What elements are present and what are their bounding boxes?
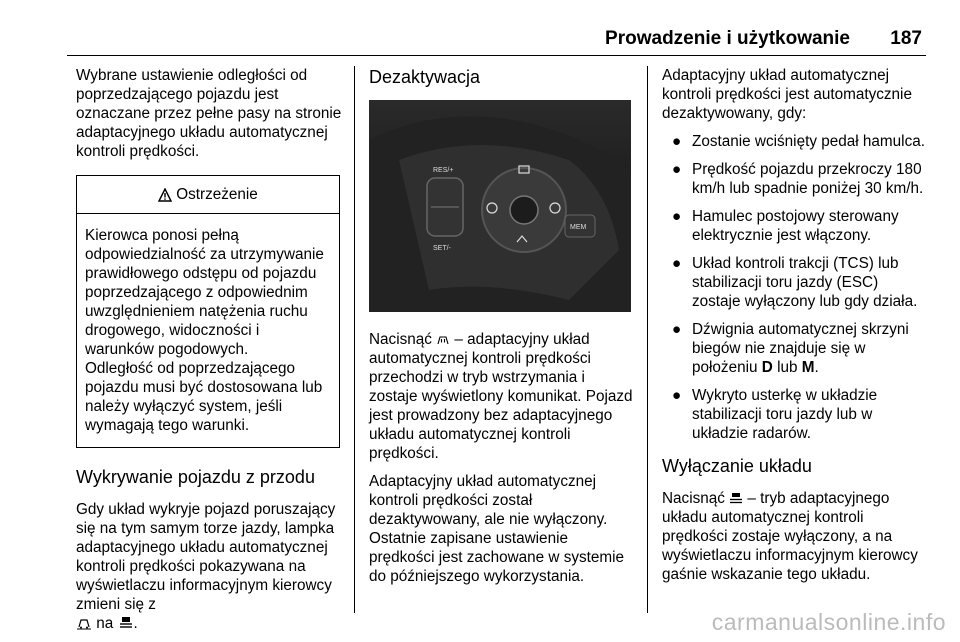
list-item: ● Dźwignia automatycznej skrzyni biegów nie znajduje się w położeniu D lub M. bbox=[672, 321, 909, 376]
page-title: Prowadzenie i użytkowanie bbox=[605, 28, 850, 49]
section-text: na bbox=[96, 615, 114, 632]
warning-paragraph: Kierowca ponosi pełną odpowiedzialność za utrzymywanie prawidłowego odstępu od pojazdu poprzedzającego z odpowiednim uwzględnieniem natężenia ruchu drogowego, widoczności i warunków pogodowych. bbox=[85, 227, 324, 358]
warning-title: Ostrzeżenie bbox=[176, 186, 258, 203]
pause-acc-icon bbox=[436, 333, 450, 346]
bullet: ● bbox=[672, 387, 682, 404]
list-item: ● Prędkość pojazdu przekroczy 180 km/h lub spadnie poniżej 30 km/h. bbox=[672, 161, 924, 197]
header-rule bbox=[67, 55, 926, 56]
acc-vehicle-detected-icon bbox=[118, 616, 134, 630]
list-item: ● Wykryto usterkę w układzie stabilizacji toru jazdy lub w układzie radarów. bbox=[672, 387, 878, 442]
warning-body bbox=[77, 214, 339, 447]
deactivate-paragraph: Adaptacyjny układ automatycznej kontroli prędkości został dezaktywowany, ale nie wyłączony. Ostatnie zapisane ustawienie prędkości jest zachowane w systemie do późniejszego wykorzystania. bbox=[369, 473, 625, 585]
section-text: Gdy układ wykryje pojazd poruszający się na tym samym torze jazdy, lampka adaptacyjnego układu automatycznej kontroli prędkości pokazywana na wyświetlaczu informacyjnym kierowcy zmieni się z bbox=[76, 501, 336, 613]
deactivate-paragraph: Nacisnąć – adaptacyjny układ automatycznej kontroli prędkości przechodzi w tryb wstrzymania i zostaje wyświetlony komunikat. Pojazd jest prowadzony bez adaptacyjnego układu automatycznej kontroli prędkości. bbox=[369, 331, 633, 462]
res-label: RES/+ bbox=[433, 167, 454, 174]
bullet: ● bbox=[672, 321, 682, 338]
warning-triangle-icon bbox=[158, 188, 172, 202]
watermark: carmanualsonline.info bbox=[711, 609, 946, 635]
set-label: SET/- bbox=[433, 245, 451, 252]
column-middle bbox=[369, 66, 633, 595]
warning-header bbox=[77, 176, 339, 214]
acc-no-vehicle-icon bbox=[76, 616, 92, 630]
warning-box bbox=[76, 175, 340, 448]
page-number: 187 bbox=[890, 28, 922, 49]
steering-wheel-illustration bbox=[369, 100, 631, 312]
acc-mode-icon bbox=[729, 492, 743, 505]
page-header bbox=[0, 22, 960, 56]
deactivation-conditions-list bbox=[662, 132, 930, 443]
list-item: ● Hamulec postojowy sterowany elektrycznie jest włączony. bbox=[672, 208, 899, 244]
mem-label: MEM bbox=[570, 224, 587, 231]
list-item: ● Zostanie wciśnięty pedał hamulca. bbox=[672, 133, 925, 150]
warning-paragraph: Odległość od poprzedzającego pojazdu musi być dostosowana lub należy wyłączyć system, jeśli wymagają tego warunki. bbox=[85, 360, 323, 434]
bullet: ● bbox=[672, 208, 682, 225]
section-paragraph: Gdy układ wykryje pojazd poruszający się na tym samym torze jazdy, lampka adaptacyjnego układu automatycznej kontroli prędkości pokazywana na wyświetlaczu informacyjnym kierowcy zmieni się z na . bbox=[76, 501, 336, 632]
column-divider bbox=[647, 66, 648, 613]
section-heading: Dezaktywacja bbox=[369, 67, 481, 87]
column-right bbox=[662, 66, 930, 593]
section-heading: Wyłączanie układu bbox=[662, 456, 812, 476]
column-left bbox=[76, 66, 342, 642]
steering-wheel-controls-figure bbox=[369, 100, 631, 312]
intro-paragraph: Wybrane ustawienie odległości od poprzedzającego pojazdu jest oznaczane przez pełne pasy na stronie adaptacyjnego układu automatycznej kontroli prędkości. bbox=[76, 67, 342, 160]
switch-off-paragraph: Nacisnąć – tryb adaptacyjnego układu automatycznej kontroli prędkości zostaje wyłączony, a na wyświetlaczu informacyjnym kierowcy gaśnie wskazanie tego układu. bbox=[662, 490, 918, 583]
bullet: ● bbox=[672, 255, 682, 272]
bullet: ● bbox=[672, 161, 682, 178]
column-divider bbox=[354, 66, 355, 613]
intro-paragraph: Adaptacyjny układ automatycznej kontroli prędkości jest automatycznie dezaktywowany, gdy: bbox=[662, 67, 912, 122]
bullet: ● bbox=[672, 133, 682, 150]
list-item: ● Układ kontroli trakcji (TCS) lub stabilizacji toru jazdy (ESC) zostaje wyłączony lub gdy działa. bbox=[672, 255, 918, 310]
section-heading: Wykrywanie pojazdu z przodu bbox=[76, 467, 315, 487]
